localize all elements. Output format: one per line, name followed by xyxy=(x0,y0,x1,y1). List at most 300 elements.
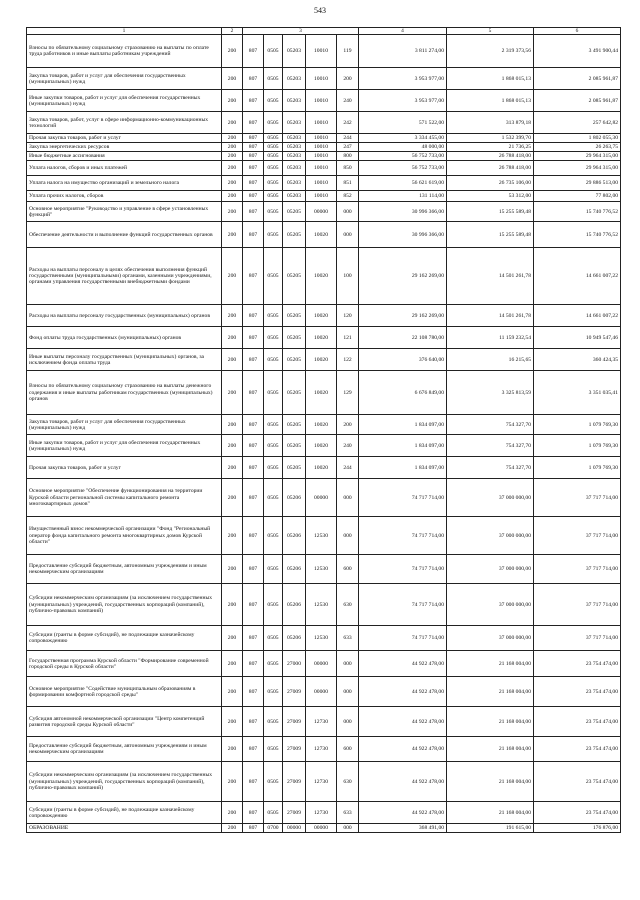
amount-cell: 21 168 004,00 xyxy=(447,737,534,762)
row-name: Иные бюджетные ассигнования xyxy=(27,152,222,161)
code-cell: 121 xyxy=(337,327,359,349)
row-name: Уплата налога на имущество организаций и земельного налога xyxy=(27,176,222,191)
amount-cell: 56 752 733,00 xyxy=(359,161,447,176)
code-cell: 807 xyxy=(243,134,264,143)
code-cell: 200 xyxy=(222,202,243,222)
code-cell: 200 xyxy=(222,555,243,584)
amount-cell: 77 802,00 xyxy=(534,191,621,202)
table-row xyxy=(27,651,621,677)
code-cell: 0505 xyxy=(264,222,283,248)
amount-cell: 48 000,00 xyxy=(359,143,447,152)
code-cell: 10010 xyxy=(306,68,337,90)
amount-cell: 37 000 000,00 xyxy=(447,555,534,584)
code-cell: 0505 xyxy=(264,517,283,555)
code-cell: 200 xyxy=(222,222,243,248)
code-cell: 0505 xyxy=(264,707,283,737)
row-name: ОБРАЗОВАНИЕ xyxy=(27,824,222,833)
code-cell: 200 xyxy=(222,248,243,305)
code-cell: 807 xyxy=(243,305,264,327)
row-name: Субсидии некоммерческим организациям (за исключением государственных (муниципальных) учреждений, государственных корпораций (компаний), публично-правовых компаний) xyxy=(27,584,222,626)
code-cell: 0505 xyxy=(264,802,283,824)
table-row xyxy=(27,222,621,248)
code-cell: 129 xyxy=(337,371,359,415)
amount-cell: 21 168 004,00 xyxy=(447,677,534,707)
code-cell: 807 xyxy=(243,222,264,248)
code-cell: 807 xyxy=(243,435,264,457)
code-cell: 05206 xyxy=(283,584,306,626)
code-cell: 05206 xyxy=(283,555,306,584)
row-name: Основное мероприятие "Руководство и управление в сфере установленных функций" xyxy=(27,202,222,222)
table-row xyxy=(27,349,621,371)
code-cell: 05205 xyxy=(283,349,306,371)
code-cell: 10010 xyxy=(306,176,337,191)
code-cell: 200 xyxy=(222,457,243,479)
row-name: Предоставление субсидий бюджетным, автономным учреждениям и иным некоммерческим организациям xyxy=(27,555,222,584)
row-name: Расходы на выплаты персоналу государственных (муниципальных) органов xyxy=(27,305,222,327)
code-cell: 10010 xyxy=(306,161,337,176)
table-row xyxy=(27,68,621,90)
code-cell: 27009 xyxy=(283,707,306,737)
code-cell: 633 xyxy=(337,626,359,651)
code-cell: 000 xyxy=(337,707,359,737)
amount-cell: 3 491 900,44 xyxy=(534,35,621,68)
amount-cell: 44 922 478,00 xyxy=(359,651,447,677)
code-cell: 200 xyxy=(222,762,243,802)
row-name: Субсидии некоммерческим организациям (за исключением государственных (муниципальных) учреждений, государственных корпораций (компаний), публично-правовых компаний) xyxy=(27,762,222,802)
code-cell: 200 xyxy=(222,90,243,112)
amount-cell: 37 717 714,00 xyxy=(534,555,621,584)
row-name: Прочая закупка товаров, работ и услуг xyxy=(27,457,222,479)
amount-cell: 14 501 261,78 xyxy=(447,248,534,305)
amount-cell: 3 953 977,00 xyxy=(359,90,447,112)
row-name: Закупка товаров, работ, услуг в сфере информационно-коммуникационных технологий xyxy=(27,112,222,134)
code-cell: 244 xyxy=(337,134,359,143)
row-name: Взносы по обязательному социальному страхованию на выплаты денежного содержания и иные выплаты работникам государственных (муниципальных) органов xyxy=(27,371,222,415)
code-cell: 05205 xyxy=(283,202,306,222)
code-cell: 10020 xyxy=(306,457,337,479)
amount-cell: 3 811 274,00 xyxy=(359,35,447,68)
code-cell: 10020 xyxy=(306,349,337,371)
code-cell: 200 xyxy=(222,327,243,349)
code-cell: 0505 xyxy=(264,626,283,651)
code-cell: 05205 xyxy=(283,457,306,479)
code-cell: 0505 xyxy=(264,415,283,435)
amount-cell: 22 108 780,00 xyxy=(359,327,447,349)
amount-cell: 37 000 000,00 xyxy=(447,479,534,517)
code-cell: 05203 xyxy=(283,112,306,134)
amount-cell: 21 168 004,00 xyxy=(447,762,534,802)
code-cell: 200 xyxy=(222,176,243,191)
code-cell: 05205 xyxy=(283,435,306,457)
amount-cell: 3 953 977,00 xyxy=(359,68,447,90)
code-cell: 122 xyxy=(337,349,359,371)
code-cell: 0505 xyxy=(264,555,283,584)
code-cell: 05203 xyxy=(283,90,306,112)
code-cell: 100 xyxy=(337,248,359,305)
amount-cell: 1 868 015,13 xyxy=(447,90,534,112)
code-cell: 27009 xyxy=(283,762,306,802)
code-cell: 0505 xyxy=(264,305,283,327)
row-name: Расходы на выплаты персоналу в целях обеспечения выполнения функций государственными (муниципальными) органами, казенными учреждениями, органами управления государственными внебюджетными фондами xyxy=(27,248,222,305)
table-row xyxy=(27,517,621,555)
code-cell: 200 xyxy=(337,68,359,90)
code-cell: 200 xyxy=(222,112,243,134)
code-cell: 244 xyxy=(337,457,359,479)
table-row xyxy=(27,802,621,824)
table-row xyxy=(27,435,621,457)
code-cell: 807 xyxy=(243,202,264,222)
code-cell: 05203 xyxy=(283,152,306,161)
code-cell: 630 xyxy=(337,584,359,626)
amount-cell: 74 717 714,00 xyxy=(359,479,447,517)
code-cell: 807 xyxy=(243,191,264,202)
amount-cell: 56 752 733,00 xyxy=(359,152,447,161)
code-cell: 0505 xyxy=(264,762,283,802)
code-cell: 0505 xyxy=(264,176,283,191)
amount-cell: 15 740 776,52 xyxy=(534,202,621,222)
code-cell: 242 xyxy=(337,112,359,134)
table-row xyxy=(27,90,621,112)
amount-cell: 14 661 007,22 xyxy=(534,248,621,305)
amount-cell: 23 754 474,00 xyxy=(534,737,621,762)
code-cell: 807 xyxy=(243,152,264,161)
amount-cell: 44 922 478,00 xyxy=(359,737,447,762)
amount-cell: 360 424,35 xyxy=(534,349,621,371)
amount-cell: 571 522,00 xyxy=(359,112,447,134)
code-cell: 807 xyxy=(243,248,264,305)
table-row xyxy=(27,626,621,651)
code-cell: 10010 xyxy=(306,143,337,152)
amount-cell: 74 717 714,00 xyxy=(359,555,447,584)
code-cell: 00000 xyxy=(306,677,337,707)
code-cell: 05203 xyxy=(283,161,306,176)
code-cell: 10020 xyxy=(306,327,337,349)
table-row xyxy=(27,134,621,143)
amount-cell: 1 079 769,30 xyxy=(534,457,621,479)
amount-cell: 74 717 714,00 xyxy=(359,626,447,651)
code-cell: 807 xyxy=(243,824,264,833)
code-cell: 807 xyxy=(243,707,264,737)
code-cell: 0505 xyxy=(264,371,283,415)
code-cell: 200 xyxy=(222,517,243,555)
table-row xyxy=(27,161,621,176)
code-cell: 200 xyxy=(222,349,243,371)
row-name: Уплата прочих налогов, сборов xyxy=(27,191,222,202)
code-cell: 851 xyxy=(337,176,359,191)
code-cell: 807 xyxy=(243,415,264,435)
amount-cell: 257 642,82 xyxy=(534,112,621,134)
code-cell: 852 xyxy=(337,191,359,202)
code-cell: 0505 xyxy=(264,677,283,707)
code-cell: 05205 xyxy=(283,305,306,327)
amount-cell: 15 255 589,48 xyxy=(447,222,534,248)
amount-cell: 14 661 007,22 xyxy=(534,305,621,327)
amount-cell: 29 886 513,00 xyxy=(534,176,621,191)
budget-table xyxy=(26,27,621,833)
amount-cell: 376 640,00 xyxy=(359,349,447,371)
code-cell: 807 xyxy=(243,584,264,626)
code-cell: 000 xyxy=(337,479,359,517)
amount-cell: 21 168 004,00 xyxy=(447,802,534,824)
code-cell: 247 xyxy=(337,143,359,152)
code-cell: 05203 xyxy=(283,191,306,202)
code-cell: 200 xyxy=(222,651,243,677)
table-row xyxy=(27,479,621,517)
amount-cell: 754 327,70 xyxy=(447,457,534,479)
code-cell: 12730 xyxy=(306,762,337,802)
amount-cell: 16 215,65 xyxy=(447,349,534,371)
header-cell: 4 xyxy=(359,28,447,35)
amount-cell: 1 834 097,00 xyxy=(359,415,447,435)
code-cell: 27009 xyxy=(283,677,306,707)
amount-cell: 3 334 455,00 xyxy=(359,134,447,143)
table-row xyxy=(27,415,621,435)
code-cell: 10020 xyxy=(306,415,337,435)
code-cell: 807 xyxy=(243,457,264,479)
code-cell: 200 xyxy=(222,479,243,517)
code-cell: 0505 xyxy=(264,68,283,90)
code-cell: 807 xyxy=(243,626,264,651)
code-cell: 27009 xyxy=(283,802,306,824)
table-row xyxy=(27,707,621,737)
amount-cell: 53 312,00 xyxy=(447,191,534,202)
amount-cell: 1 802 055,30 xyxy=(534,134,621,143)
code-cell: 10010 xyxy=(306,90,337,112)
table-row xyxy=(27,152,621,161)
code-cell: 000 xyxy=(337,677,359,707)
row-name: Закупка товаров, работ и услуг для обеспечения государственных (муниципальных) нужд xyxy=(27,415,222,435)
code-cell: 0505 xyxy=(264,35,283,68)
code-cell: 240 xyxy=(337,90,359,112)
amount-cell: 29 964 315,00 xyxy=(534,161,621,176)
code-cell: 000 xyxy=(337,202,359,222)
amount-cell: 37 717 714,00 xyxy=(534,479,621,517)
code-cell: 800 xyxy=(337,152,359,161)
code-cell: 12530 xyxy=(306,584,337,626)
code-cell: 0505 xyxy=(264,202,283,222)
code-cell: 0505 xyxy=(264,457,283,479)
amount-cell: 1 532 399,70 xyxy=(447,134,534,143)
code-cell: 10010 xyxy=(306,191,337,202)
code-cell: 200 xyxy=(222,35,243,68)
amount-cell: 2 085 961,87 xyxy=(534,90,621,112)
code-cell: 807 xyxy=(243,479,264,517)
code-cell: 0700 xyxy=(264,824,283,833)
amount-cell: 754 327,70 xyxy=(447,435,534,457)
amount-cell: 15 740 776,52 xyxy=(534,222,621,248)
table-row xyxy=(27,824,621,833)
amount-cell: 44 922 478,00 xyxy=(359,677,447,707)
amount-cell: 2 085 961,87 xyxy=(534,68,621,90)
row-name: Государственная программа Курской области "Формирование современной городской среды в Курской области" xyxy=(27,651,222,677)
code-cell: 000 xyxy=(337,222,359,248)
code-cell: 200 xyxy=(222,435,243,457)
table-row xyxy=(27,143,621,152)
row-name: Прочая закупка товаров, работ и услуг xyxy=(27,134,222,143)
amount-cell: 37 000 000,00 xyxy=(447,517,534,555)
amount-cell: 44 922 478,00 xyxy=(359,802,447,824)
code-cell: 120 xyxy=(337,305,359,327)
code-cell: 05206 xyxy=(283,479,306,517)
amount-cell: 30 996 366,00 xyxy=(359,222,447,248)
row-name: Основное мероприятие "Обеспечение функционирования на территории Курской области региональной системы капитального ремонта многоквартирных домов" xyxy=(27,479,222,517)
code-cell: 807 xyxy=(243,327,264,349)
code-cell: 10020 xyxy=(306,435,337,457)
amount-cell: 11 159 232,54 xyxy=(447,327,534,349)
amount-cell: 37 717 714,00 xyxy=(534,584,621,626)
table-row xyxy=(27,248,621,305)
code-cell: 633 xyxy=(337,802,359,824)
code-cell: 10020 xyxy=(306,371,337,415)
code-cell: 0505 xyxy=(264,737,283,762)
code-cell: 10010 xyxy=(306,112,337,134)
code-cell: 0505 xyxy=(264,435,283,457)
row-name: Иные закупки товаров, работ и услуг для обеспечения государственных (муниципальных) нужд xyxy=(27,90,222,112)
row-name: Субсидия автономной некоммерческой организации "Центр компетенций развития городской среды Курской области" xyxy=(27,707,222,737)
code-cell: 05203 xyxy=(283,134,306,143)
table-row xyxy=(27,35,621,68)
row-name: Субсидии (гранты в форме субсидий), не подлежащие казначейскому сопровождению xyxy=(27,802,222,824)
amount-cell: 23 754 474,00 xyxy=(534,651,621,677)
code-cell: 807 xyxy=(243,371,264,415)
amount-cell: 6 676 849,00 xyxy=(359,371,447,415)
code-cell: 0505 xyxy=(264,248,283,305)
code-cell: 200 xyxy=(222,371,243,415)
amount-cell: 1 868 015,13 xyxy=(447,68,534,90)
code-cell: 200 xyxy=(222,802,243,824)
code-cell: 807 xyxy=(243,555,264,584)
code-cell: 05205 xyxy=(283,248,306,305)
code-cell: 630 xyxy=(337,762,359,802)
amount-cell: 1 079 769,30 xyxy=(534,415,621,435)
amount-cell: 313 879,18 xyxy=(447,112,534,134)
code-cell: 0505 xyxy=(264,191,283,202)
amount-cell: 44 922 478,00 xyxy=(359,762,447,802)
code-cell: 05205 xyxy=(283,371,306,415)
table-row xyxy=(27,584,621,626)
code-cell: 05205 xyxy=(283,222,306,248)
code-cell: 200 xyxy=(222,152,243,161)
amount-cell: 23 754 474,00 xyxy=(534,802,621,824)
code-cell: 00000 xyxy=(306,202,337,222)
amount-cell: 23 754 474,00 xyxy=(534,677,621,707)
page-number: 543 xyxy=(314,6,326,15)
code-cell: 200 xyxy=(222,415,243,435)
row-name: Основное мероприятие "Содействие муниципальным образованиям в формировании комфортной городской среды" xyxy=(27,677,222,707)
code-cell: 200 xyxy=(222,584,243,626)
code-cell: 000 xyxy=(337,517,359,555)
code-cell: 05206 xyxy=(283,626,306,651)
code-cell: 200 xyxy=(222,677,243,707)
code-cell: 0505 xyxy=(264,479,283,517)
code-cell: 200 xyxy=(222,134,243,143)
code-cell: 05203 xyxy=(283,143,306,152)
code-cell: 05203 xyxy=(283,176,306,191)
code-cell: 807 xyxy=(243,651,264,677)
code-cell: 10020 xyxy=(306,248,337,305)
table-row xyxy=(27,737,621,762)
code-cell: 10020 xyxy=(306,305,337,327)
code-cell: 807 xyxy=(243,90,264,112)
amount-cell: 14 501 261,78 xyxy=(447,305,534,327)
amount-cell: 44 922 478,00 xyxy=(359,707,447,737)
code-cell: 05203 xyxy=(283,35,306,68)
code-cell: 200 xyxy=(222,191,243,202)
code-cell: 10010 xyxy=(306,35,337,68)
amount-cell: 754 327,70 xyxy=(447,415,534,435)
table-row xyxy=(27,677,621,707)
code-cell: 600 xyxy=(337,737,359,762)
code-cell: 000 xyxy=(337,651,359,677)
table-row xyxy=(27,371,621,415)
code-cell: 0505 xyxy=(264,152,283,161)
code-cell: 240 xyxy=(337,435,359,457)
row-name: Имущественный взнос некоммерческой организации "Фонд "Региональный оператор фонда капитального ремонта многоквартирных домов Курской области" xyxy=(27,517,222,555)
amount-cell: 23 754 474,00 xyxy=(534,762,621,802)
amount-cell: 29 162 269,00 xyxy=(359,248,447,305)
code-cell: 0505 xyxy=(264,143,283,152)
amount-cell: 29 964 315,00 xyxy=(534,152,621,161)
code-cell: 00000 xyxy=(283,824,306,833)
amount-cell: 21 168 004,00 xyxy=(447,707,534,737)
table-row xyxy=(27,191,621,202)
code-cell: 200 xyxy=(222,824,243,833)
code-cell: 12730 xyxy=(306,737,337,762)
table-row xyxy=(27,202,621,222)
code-cell: 0505 xyxy=(264,112,283,134)
row-name: Фонд оплаты труда государственных (муниципальных) органов xyxy=(27,327,222,349)
table-row xyxy=(27,327,621,349)
table-row xyxy=(27,176,621,191)
amount-cell: 3 325 813,59 xyxy=(447,371,534,415)
amount-cell: 131 114,00 xyxy=(359,191,447,202)
code-cell: 807 xyxy=(243,517,264,555)
row-name: Закупка товаров, работ и услуг для обеспечения государственных (муниципальных) нужд xyxy=(27,68,222,90)
amount-cell: 26 788 418,00 xyxy=(447,152,534,161)
amount-cell: 191 615,00 xyxy=(447,824,534,833)
code-cell: 00000 xyxy=(306,824,337,833)
code-cell: 05206 xyxy=(283,517,306,555)
row-name: Предоставление субсидий бюджетным, автономным учреждениям и иным некоммерческим организациям xyxy=(27,737,222,762)
amount-cell: 10 949 547,46 xyxy=(534,327,621,349)
code-cell: 0505 xyxy=(264,349,283,371)
code-cell: 0505 xyxy=(264,90,283,112)
code-cell: 12530 xyxy=(306,517,337,555)
amount-cell: 21 168 004,00 xyxy=(447,651,534,677)
code-cell: 0505 xyxy=(264,327,283,349)
code-cell: 27000 xyxy=(283,651,306,677)
code-cell: 05203 xyxy=(283,68,306,90)
code-cell: 00000 xyxy=(306,651,337,677)
amount-cell: 56 621 619,00 xyxy=(359,176,447,191)
amount-cell: 26 263,75 xyxy=(534,143,621,152)
row-name: Обеспечение деятельности и выполнение функций государственных органов xyxy=(27,222,222,248)
amount-cell: 29 162 269,00 xyxy=(359,305,447,327)
code-cell: 200 xyxy=(222,143,243,152)
code-cell: 0505 xyxy=(264,584,283,626)
amount-cell: 37 000 000,00 xyxy=(447,584,534,626)
code-cell: 807 xyxy=(243,143,264,152)
code-cell: 12530 xyxy=(306,555,337,584)
code-cell: 200 xyxy=(222,305,243,327)
amount-cell: 74 717 714,00 xyxy=(359,584,447,626)
amount-cell: 30 996 366,00 xyxy=(359,202,447,222)
code-cell: 12530 xyxy=(306,626,337,651)
code-cell: 10020 xyxy=(306,222,337,248)
amount-cell: 21 736,25 xyxy=(447,143,534,152)
table-row xyxy=(27,762,621,802)
code-cell: 807 xyxy=(243,68,264,90)
